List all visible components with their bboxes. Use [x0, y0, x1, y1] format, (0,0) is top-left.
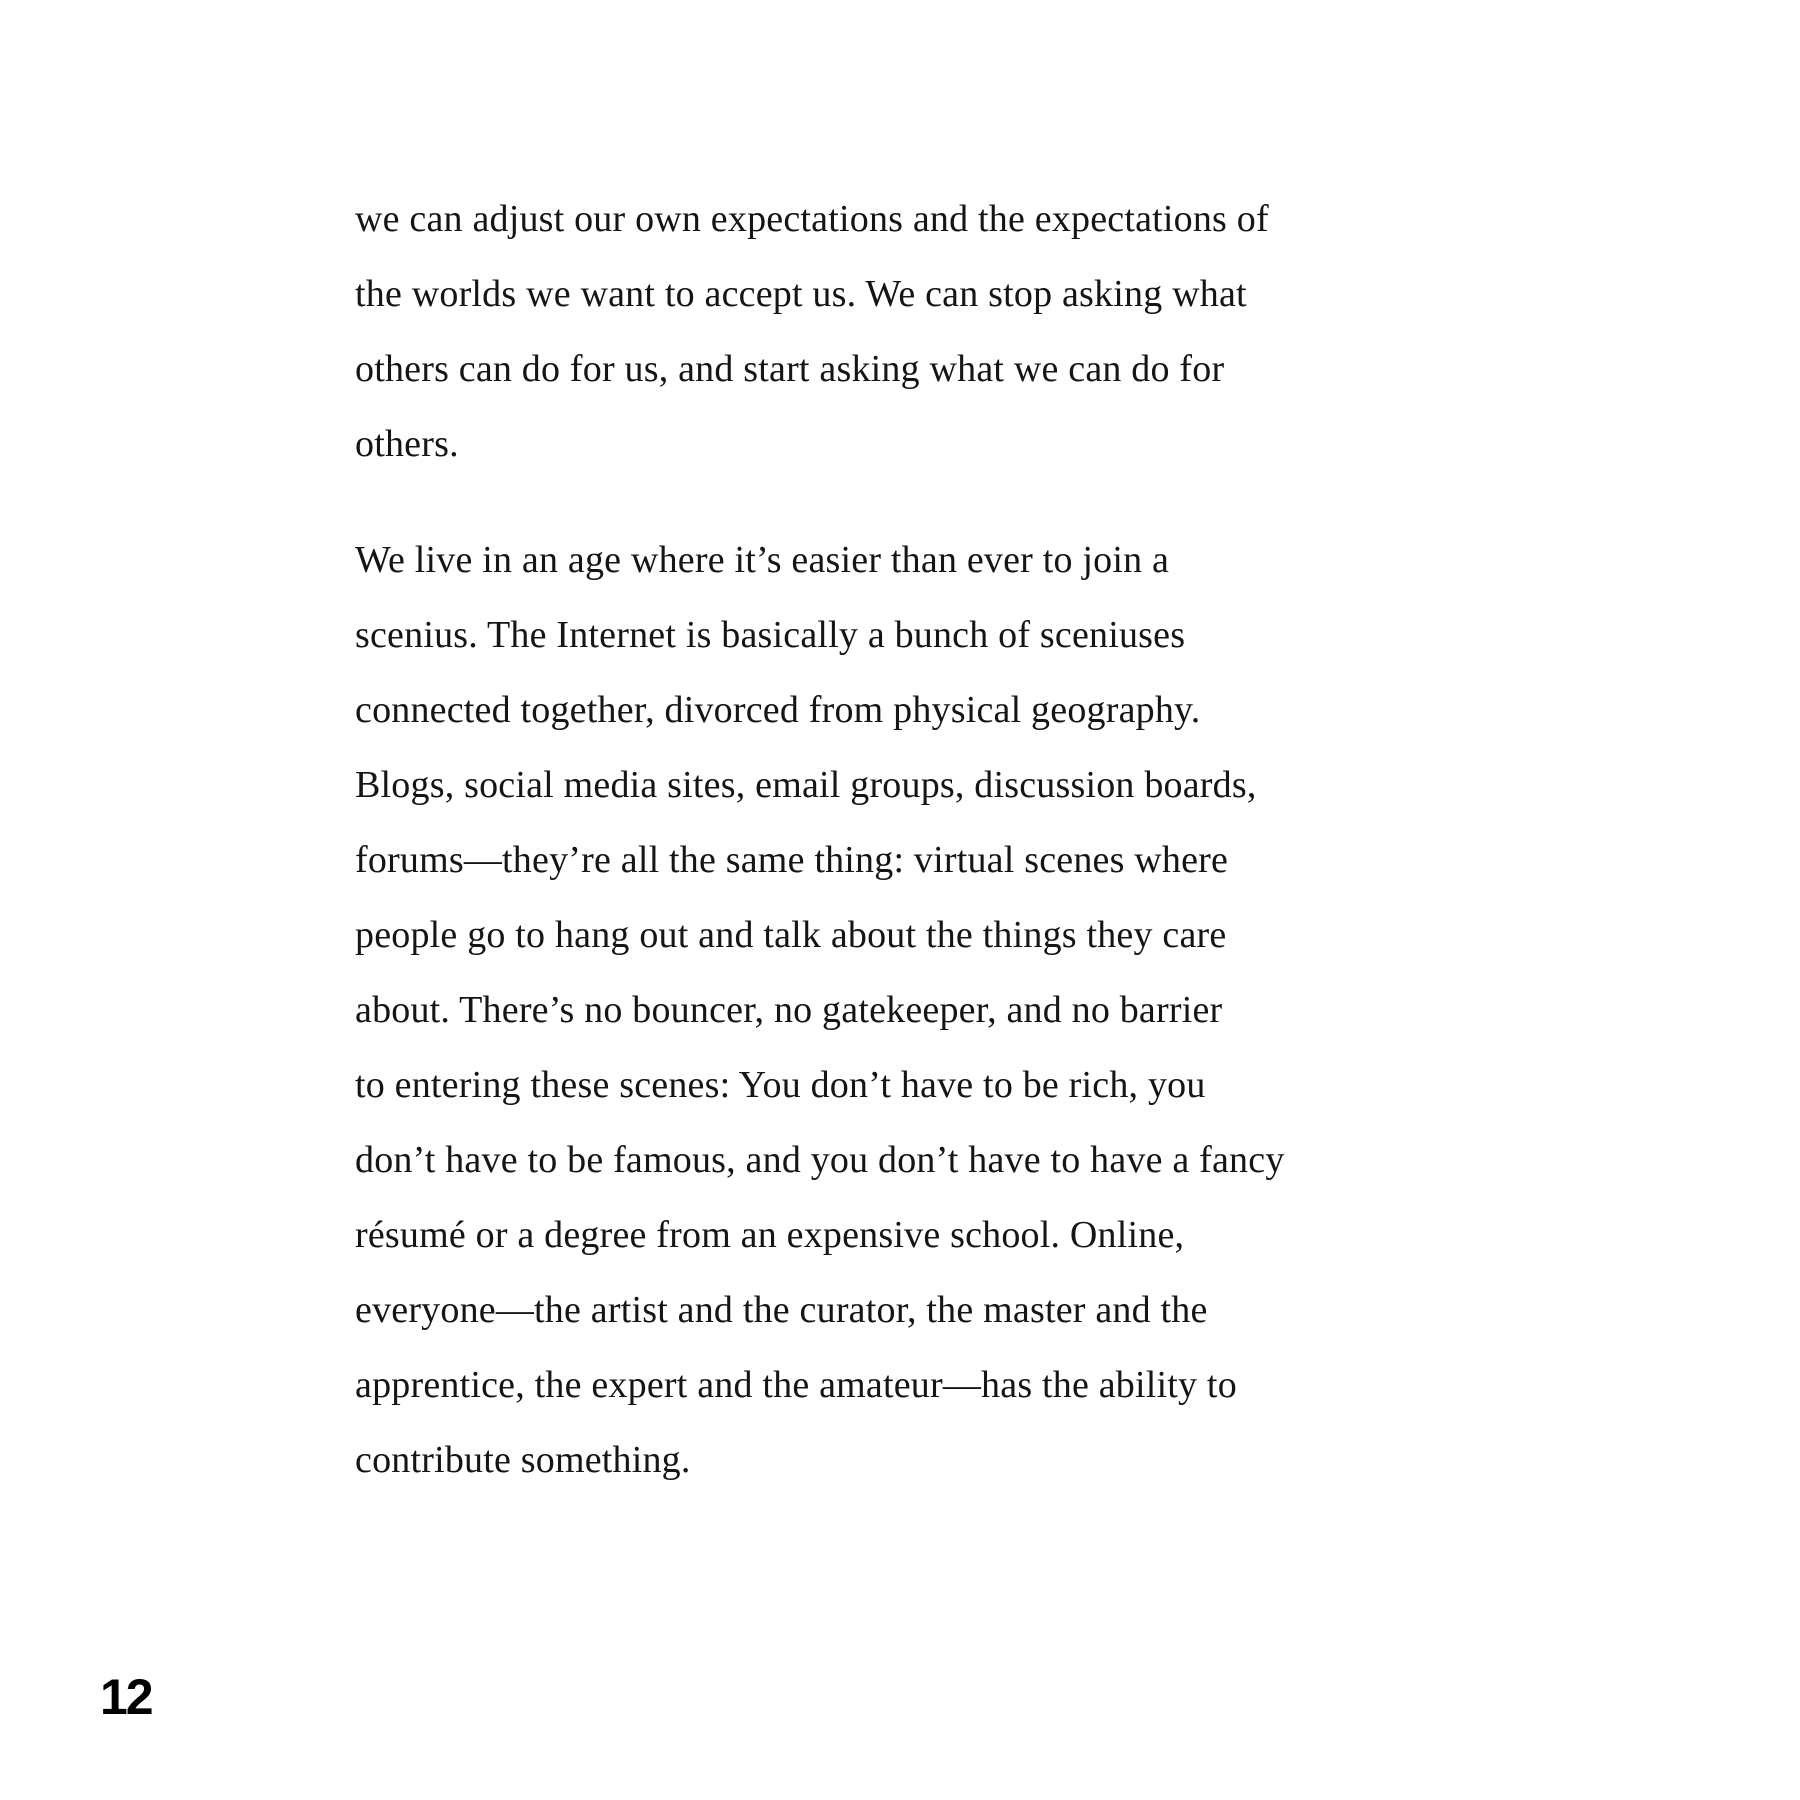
text-line: about. There’s no bouncer, no gatekeeper, and no barrier — [355, 989, 1223, 1031]
text-line: the worlds we want to accept us. We can stop asking what — [355, 273, 1247, 315]
text-line: others. — [355, 423, 459, 465]
text-line: people go to hang out and talk about the things they care — [355, 914, 1227, 956]
text-line: others can do for us, and start asking what we can do for — [355, 348, 1225, 390]
text-line: scenius. The Internet is basically a bunch of sceniuses — [355, 614, 1186, 656]
paragraph — [355, 523, 1375, 1498]
text-line: don’t have to be famous, and you don’t have to have a fancy — [355, 1139, 1285, 1181]
text-line: forums—they’re all the same thing: virtual scenes where — [355, 839, 1229, 881]
text-line: we can adjust our own expectations and the expectations of — [355, 198, 1269, 240]
text-line: apprentice, the expert and the amateur—has the ability to — [355, 1364, 1237, 1406]
text-line: We live in an age where it’s easier than ever to join a — [355, 539, 1170, 581]
paragraph — [355, 182, 1375, 482]
text-line: connected together, divorced from physical geography. — [355, 689, 1201, 731]
text-line: résumé or a degree from an expensive school. Online, — [355, 1214, 1185, 1256]
text-line: everyone—the artist and the curator, the master and the — [355, 1289, 1208, 1331]
page-number: 12 — [100, 1669, 152, 1725]
text-line: to entering these scenes: You don’t have to be rich, you — [355, 1064, 1206, 1106]
text-block — [355, 182, 1375, 1498]
text-line: contribute something. — [355, 1439, 691, 1481]
text-line: Blogs, social media sites, email groups, discussion boards, — [355, 764, 1257, 806]
